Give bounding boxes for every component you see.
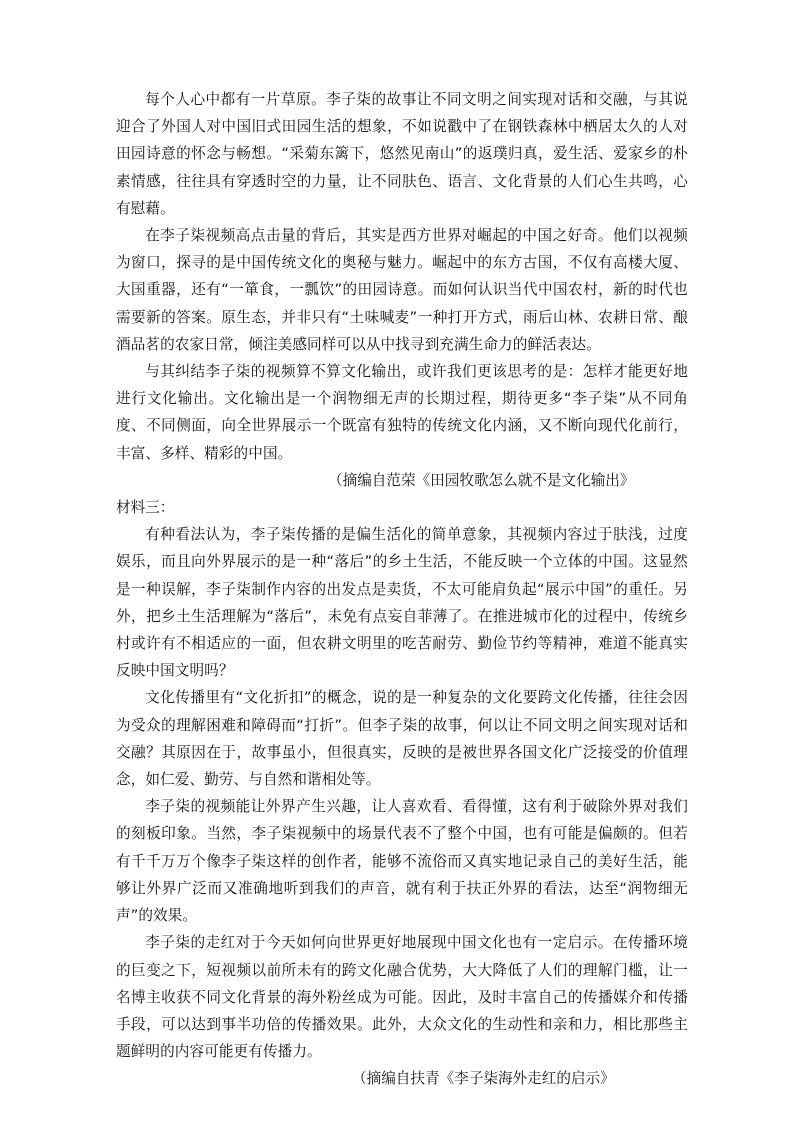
material2-source: （摘编自范荣《田园牧歌怎么就不是文化输出》 [328, 471, 635, 489]
material3-source: （摘编自扶青《李子柒海外走红的启示》 [352, 1070, 615, 1088]
material3-paragraph-4: 李子柒的走红对于今天如何向世界更好地展现中国文化也有一定启示。在传播环境的巨变之下，短视频以前所未有的跨文化融合优势，大大降低了人们的理解门槛，让一名博主收获不同文化背景的海外粉丝成为可能。因此，及时丰富自己的传播媒介和传播手段，可以达到事半功倍的传播效果。此外，大众文化的生动性和亲和力，相比那些主题鲜明的内容可能更有传播力。 [116, 934, 688, 1061]
material2-paragraph-1: 每个人心中都有一片草原。李子柒的故事让不同文明之间实现对话和交融，与其说迎合了外国人对中国旧式田园生活的想象，不如说戳中了在钢铁森林中栖居太久的人对田园诗意的怀念与畅想。“采菊东篱下，悠然见南山”的返璞归真，爱生活、爱家乡的朴素情感，往往具有穿透时空的力量，让不同肤色、语言、文化背景的人们心生共鸣，心有慰藉。 [116, 91, 688, 217]
material2-paragraph-3: 与其纠结李子柒的视频算不算文化输出，或许我们更该思考的是：怎样才能更好地进行文化输出。文化输出是一个润物细无声的长期过程，期待更多“李子柒”从不同角度、不同侧面，向全世界展示一个既富有独特的传统文化内涵，又不断向现代化前行，丰富、多样、精彩的中国。 [116, 363, 688, 462]
document-body [116, 86, 688, 1093]
material2-paragraph-2: 在李子柒视频高点击量的背后，其实是西方世界对崛起的中国之好奇。他们以视频为窗口，探寻的是中国传统文化的奥秘与魅力。崛起中的东方古国，不仅有高楼大厦、大国重器，还有“一箪食，一瓢饮”的田园诗意。而如何认识当代中国农村，新的时代也需要新的答案。原生态，并非只有“土味喊麦”一种打开方式，雨后山林、农耕日常、酿酒品茗的农家日常，倾注美感同样可以从中找寻到充满生命力的鲜活表达。 [116, 227, 688, 353]
material3-label: 材料三： [116, 499, 175, 517]
material3-paragraph-1: 有种看法认为，李子柒传播的是偏生活化的简单意象，其视频内容过于肤浅，过度娱乐，而且向外界展示的是一种“落后”的乡土生活，不能反映一个立体的中国。这显然是一种误解，李子柒制作内容的出发点是卖货，不太可能肩负起“展示中国”的重任。另外，把乡土生活理解为“落后”，未免有点妄自菲薄了。在推进城市化的过程中，传统乡村或许有不相适应的一面，但农耕文明里的吃苦耐劳、勤俭节约等精神，难道不能真实反映中国文明吗？ [116, 526, 688, 680]
material3-paragraph-3: 李子柒的视频能让外界产生兴趣，让人喜欢看、看得懂，这有利于破除外界对我们的刻板印象。当然，李子柒视频中的场景代表不了整个中国，也有可能是偏颇的。但若有千千万万个像李子柒这样的创作者，能够不流俗而又真实地记录自己的美好生活，能够让外界广泛而又准确地听到我们的声音，就有利于扶正外界的看法，达至“润物细无声”的效果。 [116, 798, 688, 925]
material3-paragraph-2: 文化传播里有“文化折扣”的概念，说的是一种复杂的文化要跨文化传播，往往会因为受众的理解困难和障碍而“打折”。但李子柒的故事，何以让不同文明之间实现对话和交融？其原因在于，故事虽小，但很真实，反映的是被世界各国文化广泛接受的价值理念，如仁爱、勤劳、与自然和谐相处等。 [116, 689, 688, 789]
